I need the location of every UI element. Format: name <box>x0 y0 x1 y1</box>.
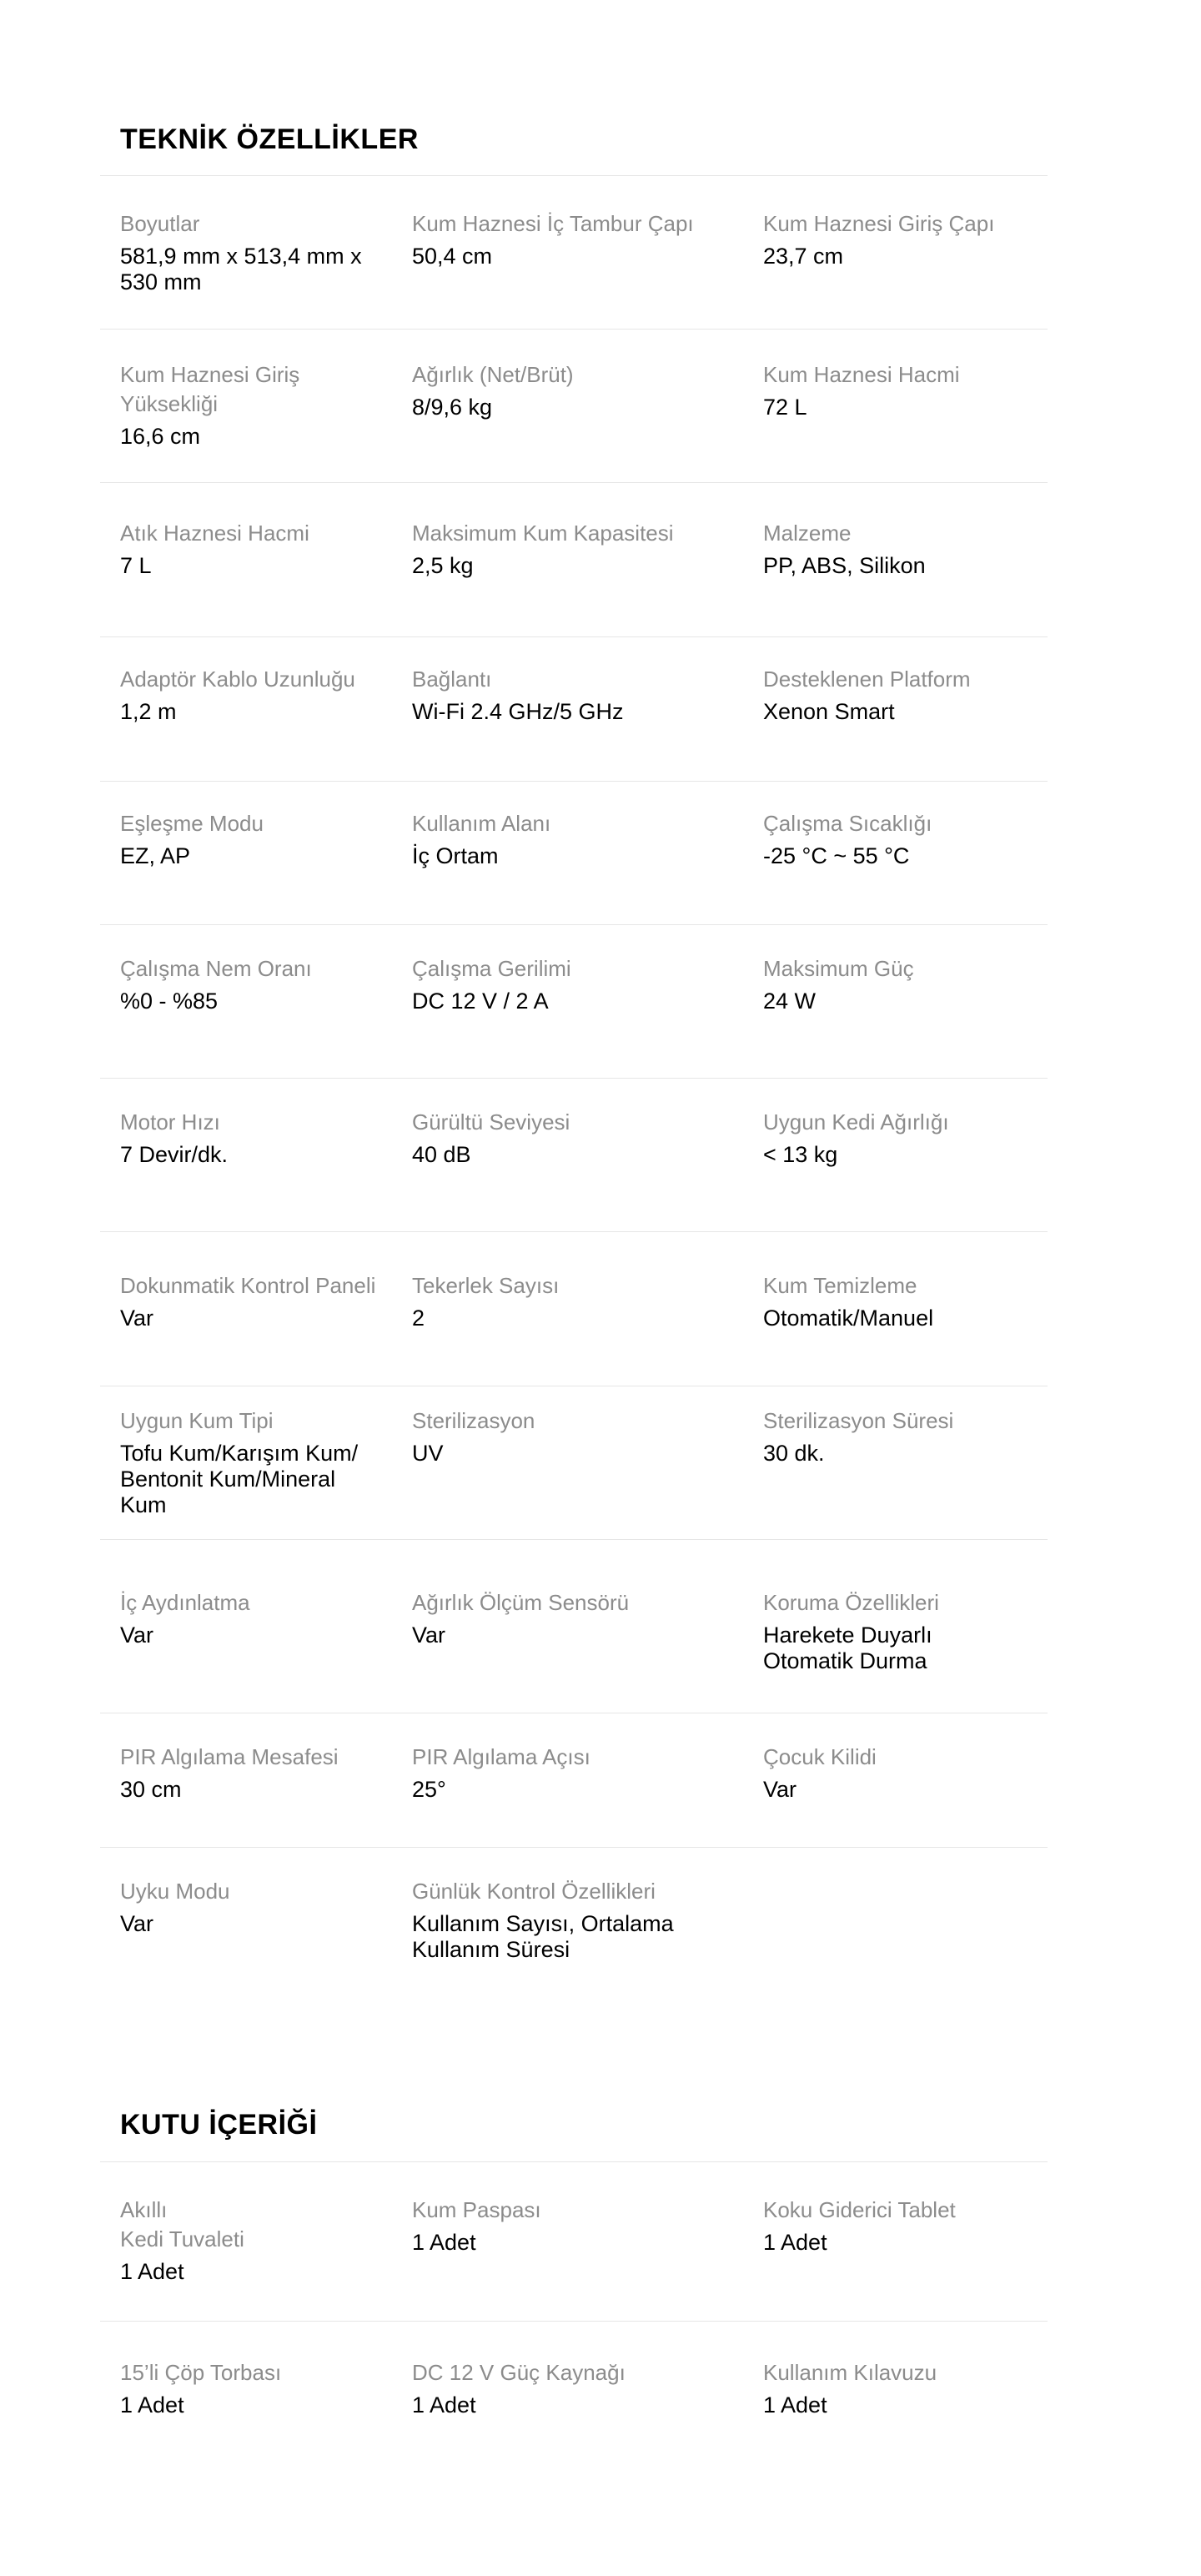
spec-value: 7 L <box>120 553 152 578</box>
spec-label: PIR Algılama Mesafesi <box>120 1744 339 1769</box>
divider <box>100 2161 1048 2162</box>
spec-label: Gürültü Seviyesi <box>412 1109 570 1135</box>
spec-value: Var <box>120 1623 154 1648</box>
spec-label: Dokunmatik Kontrol Paneli <box>120 1273 376 1298</box>
spec-label: Sterilizasyon <box>412 1408 535 1433</box>
spec-value: 1 Adet <box>412 2230 476 2255</box>
spec-item <box>412 2358 746 2418</box>
spec-label: Malzeme <box>763 521 852 546</box>
spec-item <box>763 2196 1030 2256</box>
spec-value: PP, ABS, Silikon <box>763 553 926 578</box>
spec-value: 50,4 cm <box>412 244 493 269</box>
spec-value: UV <box>412 1441 444 1466</box>
spec-value: 1 Adet <box>412 2392 476 2418</box>
specs-title: TEKNİK ÖZELLİKLER <box>120 123 419 155</box>
spec-label: Boyutlar <box>120 211 200 236</box>
spec-label: Atık Haznesi Hacmi <box>120 521 309 546</box>
spec-value: İç Ortam <box>412 843 499 868</box>
spec-value: Var <box>120 1306 154 1331</box>
box-title: KUTU İÇERİĞİ <box>120 2109 318 2141</box>
spec-value: 1,2 m <box>120 699 177 724</box>
spec-label: Uygun Kedi Ağırlığı <box>763 1109 949 1135</box>
spec-label: Kullanım Alanı <box>412 811 551 836</box>
spec-value: Var <box>412 1623 446 1648</box>
spec-value: 30 dk. <box>763 1441 825 1466</box>
spec-value: Otomatik/Manuel <box>763 1306 934 1331</box>
spec-label: Maksimum Kum Kapasitesi <box>412 521 674 546</box>
spec-label: Tekerlek Sayısı <box>412 1273 560 1298</box>
spec-value: Wi-Fi 2.4 GHz/5 GHz <box>412 699 624 724</box>
spec-value: %0 - %85 <box>120 989 219 1014</box>
spec-label: Günlük Kontrol Özellikleri <box>412 1879 656 1904</box>
spec-value: -25 °C ~ 55 °C <box>763 843 910 868</box>
spec-label: Kum Haznesi Giriş Çapı <box>763 211 995 236</box>
spec-value: 16,6 cm <box>120 424 201 449</box>
spec-value: Kullanım Sayısı, Ortalama Kullanım Süresi <box>412 1911 674 1962</box>
spec-value: 72 L <box>763 395 807 420</box>
spec-value: 1 Adet <box>120 2392 184 2418</box>
spec-label: 15’li Çöp Torbası <box>120 2360 282 2385</box>
spec-value: Var <box>763 1777 797 1802</box>
spec-label: Kullanım Kılavuzu <box>763 2360 937 2385</box>
spec-label: Motor Hızı <box>120 1109 220 1135</box>
spec-label: Adaptör Kablo Uzunluğu <box>120 667 355 692</box>
box-contents-section <box>100 0 1048 2503</box>
spec-value: DC 12 V / 2 A <box>412 989 549 1014</box>
spec-label: Koku Giderici Tablet <box>763 2197 956 2222</box>
spec-label: Çalışma Sıcaklığı <box>763 811 932 836</box>
spec-item <box>120 2358 395 2418</box>
spec-value: Tofu Kum/Karışım Kum/ Bentonit Kum/Mineral Kum <box>120 1441 359 1517</box>
spec-value: Xenon Smart <box>763 699 895 724</box>
spec-label: PIR Algılama Açısı <box>412 1744 590 1769</box>
spec-value: 23,7 cm <box>763 244 844 269</box>
divider <box>100 2321 1048 2322</box>
spec-label: Çalışma Gerilimi <box>412 956 571 981</box>
spec-value: 2,5 kg <box>412 553 474 578</box>
spec-value: EZ, AP <box>120 843 191 868</box>
spec-label: Uygun Kum Tipi <box>120 1408 274 1433</box>
spec-label: Kum Temizleme <box>763 1273 917 1298</box>
spec-value: 25° <box>412 1777 446 1802</box>
spec-label: DC 12 V Güç Kaynağı <box>412 2360 626 2385</box>
spec-label: Bağlantı <box>412 667 492 692</box>
spec-item <box>412 2196 746 2256</box>
spec-value: 1 Adet <box>120 2259 184 2284</box>
spec-item <box>763 2358 1030 2418</box>
spec-label: Akıllı Kedi Tuvaleti <box>120 2197 244 2251</box>
spec-value: Var <box>120 1911 154 1936</box>
spec-value: 1 Adet <box>763 2230 827 2255</box>
spec-label: Desteklenen Platform <box>763 667 971 692</box>
spec-label: Maksimum Güç <box>763 956 914 981</box>
spec-value: 2 <box>412 1306 425 1331</box>
spec-label: Kum Haznesi İç Tambur Çapı <box>412 211 694 236</box>
spec-label: Ağırlık (Net/Brüt) <box>412 362 574 387</box>
spec-label: Çalışma Nem Oranı <box>120 956 312 981</box>
spec-label: Kum Haznesi Giriş Yüksekliği <box>120 362 300 416</box>
spec-label: Koruma Özellikleri <box>763 1590 939 1615</box>
spec-item <box>120 2196 395 2285</box>
spec-value: 581,9 mm x 513,4 mm x 530 mm <box>120 244 362 294</box>
spec-label: Ağırlık Ölçüm Sensörü <box>412 1590 630 1615</box>
spec-value: 30 cm <box>120 1777 182 1802</box>
spec-label: Kum Haznesi Hacmi <box>763 362 960 387</box>
spec-value: < 13 kg <box>763 1142 838 1167</box>
spec-label: Çocuk Kilidi <box>763 1744 877 1769</box>
spec-label: Sterilizasyon Süresi <box>763 1408 954 1433</box>
spec-value: 8/9,6 kg <box>412 395 493 420</box>
spec-value: 40 dB <box>412 1142 471 1167</box>
spec-value: 7 Devir/dk. <box>120 1142 229 1167</box>
spec-value: Harekete Duyarlı Otomatik Durma <box>763 1623 932 1673</box>
spec-label: Kum Paspası <box>412 2197 541 2222</box>
spec-label: Eşleşme Modu <box>120 811 264 836</box>
spec-value: 24 W <box>763 989 817 1014</box>
spec-value: 1 Adet <box>763 2392 827 2418</box>
spec-label: İç Aydınlatma <box>120 1590 250 1615</box>
spec-label: Uyku Modu <box>120 1879 230 1904</box>
